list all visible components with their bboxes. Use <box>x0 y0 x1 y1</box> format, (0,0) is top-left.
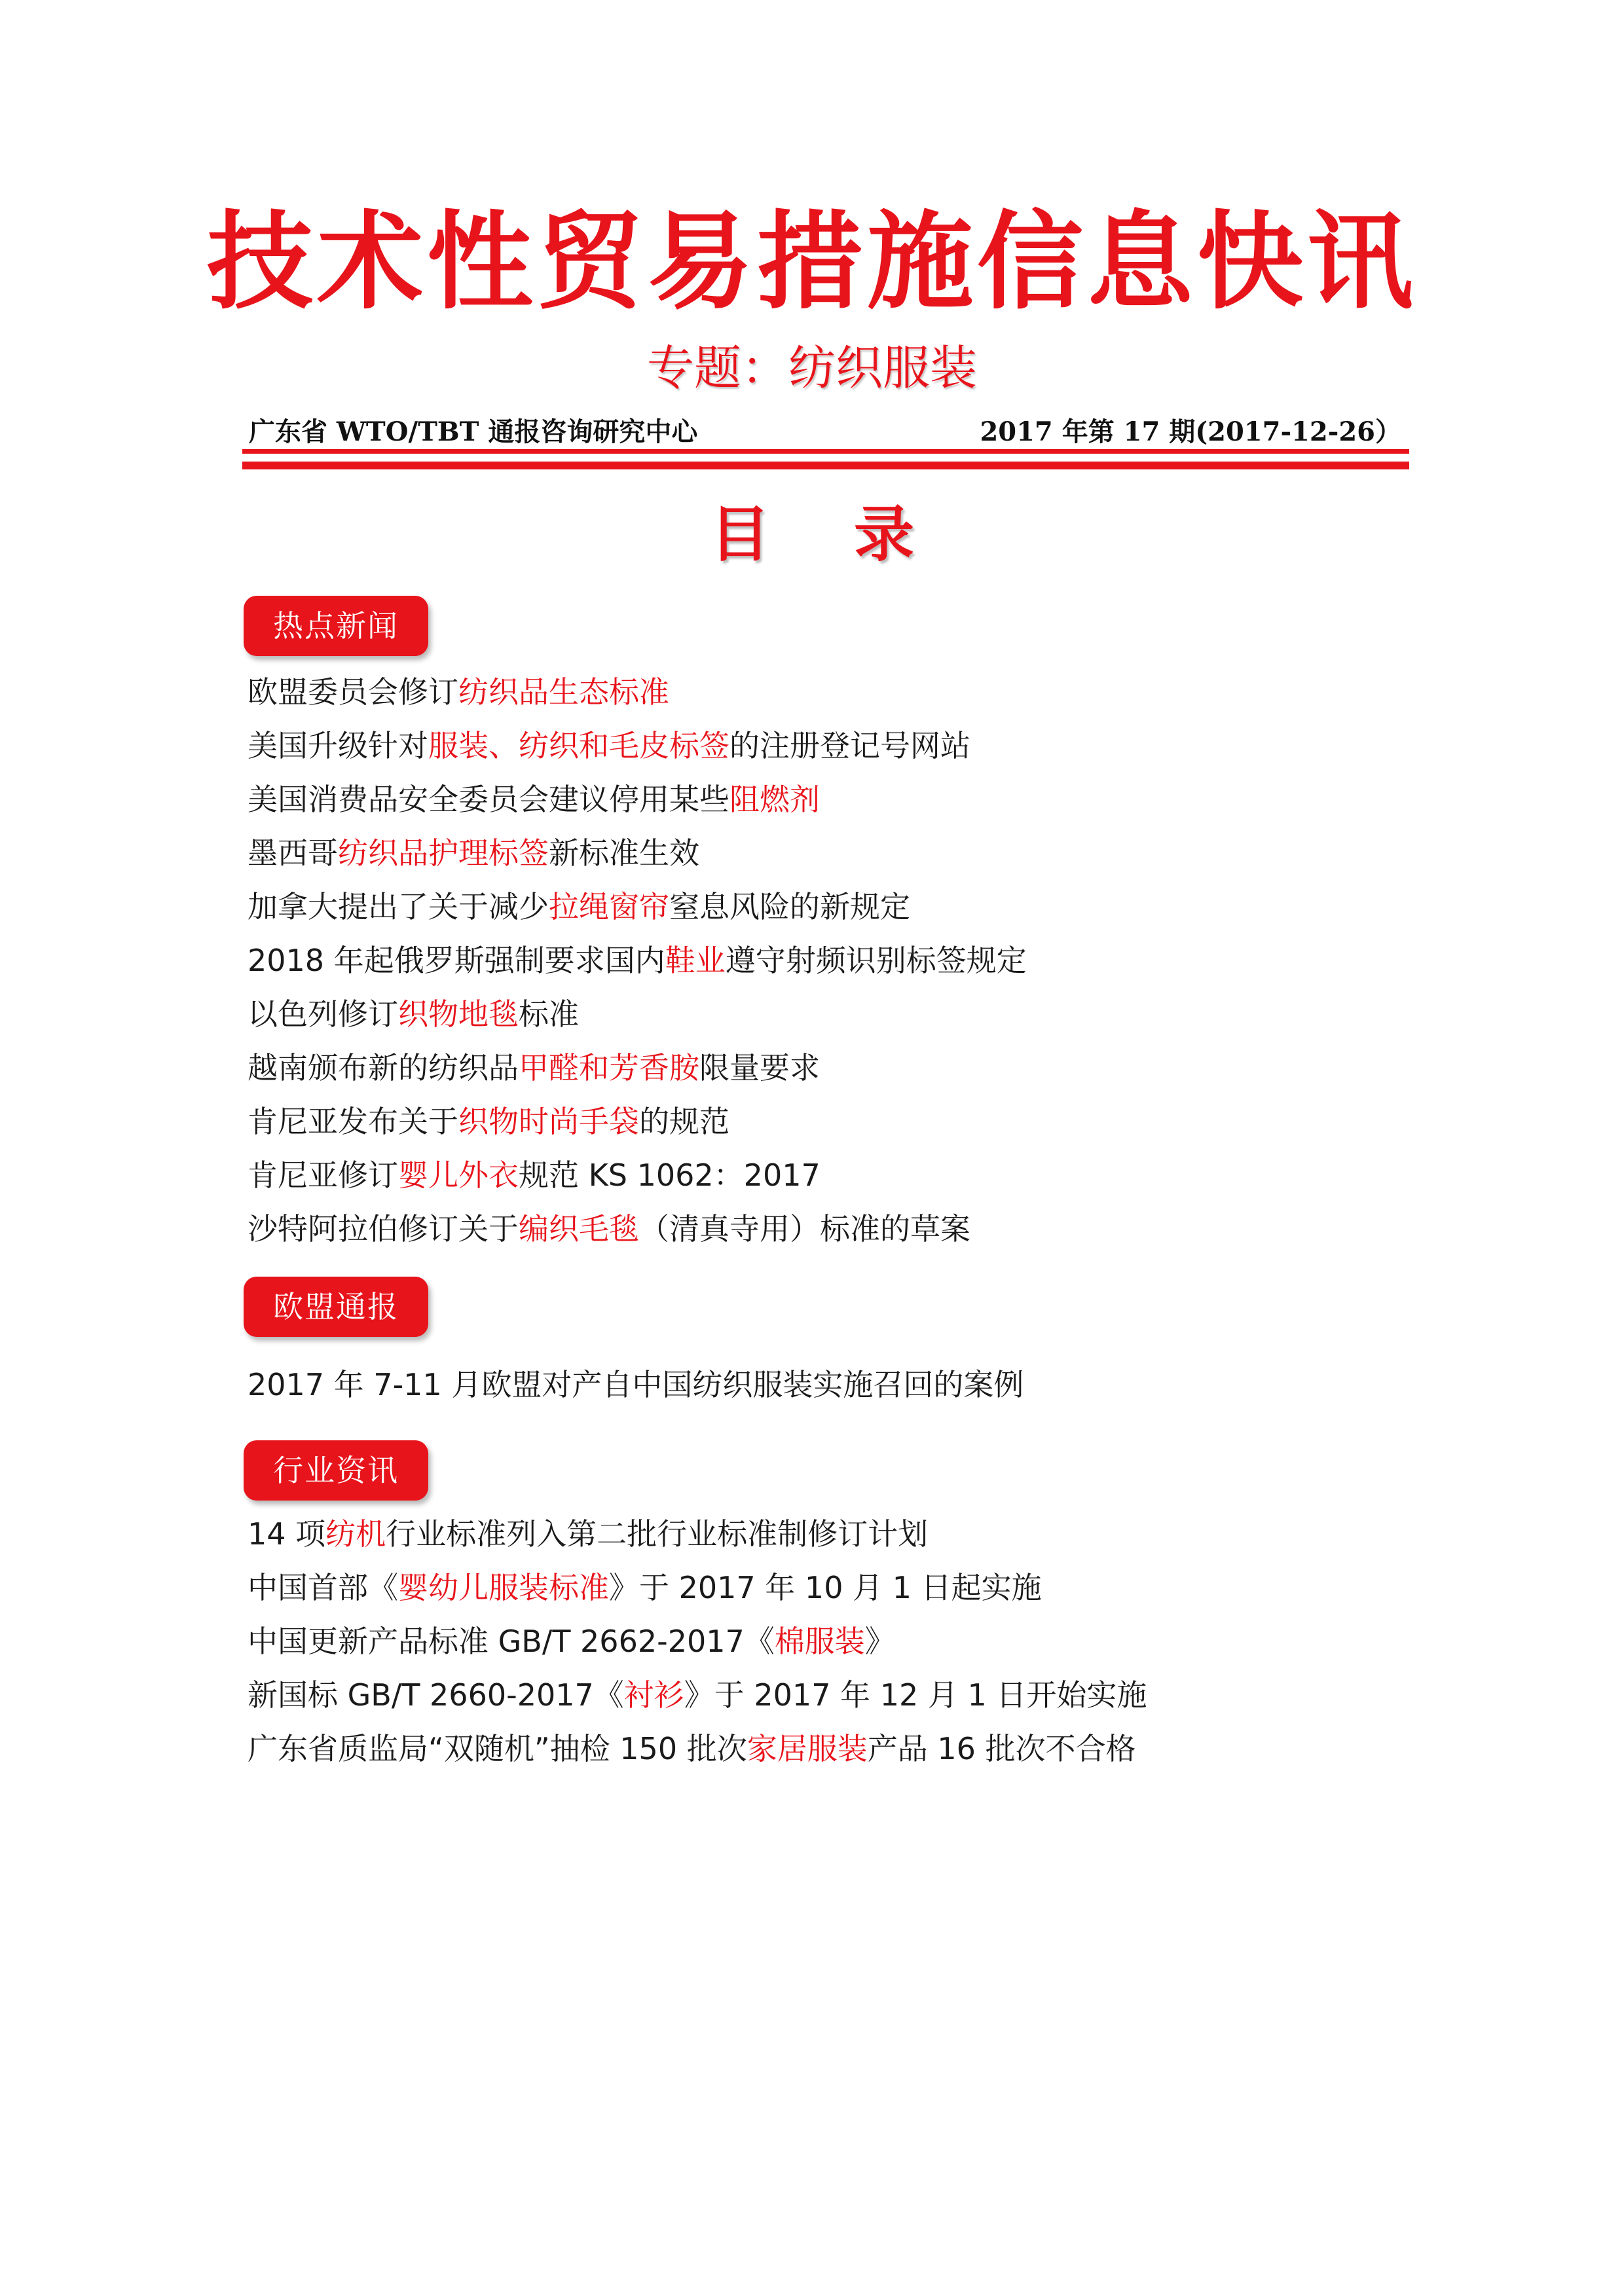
toc-item[interactable]: 墨西哥纺织品护理标签新标准生效 <box>248 835 699 871</box>
highlight-term: 纺织品护理标签 <box>338 835 549 871</box>
toc-item[interactable]: 2017 年 7-11 月欧盟对产自中国纺织服装实施召回的案例 <box>248 1367 1024 1402</box>
header-rule-thin <box>242 449 1409 454</box>
toc-item[interactable]: 加拿大提出了关于减少拉绳窗帘窒息风险的新规定 <box>248 889 910 924</box>
section-badge-industry-news: 行业资讯 <box>244 1440 428 1501</box>
toc-item[interactable]: 中国更新产品标准 GB/T 2662-2017《棉服装》 <box>248 1624 895 1659</box>
toc-item[interactable]: 越南颁布新的纺织品甲醛和芳香胺限量要求 <box>248 1050 820 1085</box>
highlight-term: 织物地毯 <box>398 996 519 1032</box>
highlight-term: 婴儿外衣 <box>398 1157 519 1193</box>
highlight-term: 阻燃剂 <box>729 782 820 817</box>
toc-item[interactable]: 广东省质监局“双随机”抽检 150 批次家居服装产品 16 批次不合格 <box>248 1731 1136 1766</box>
highlight-term: 甲醛和芳香胺 <box>519 1050 699 1085</box>
toc-item[interactable]: 14 项纺机行业标准列入第二批行业标准制修订计划 <box>248 1516 929 1552</box>
publisher-line <box>249 411 1401 453</box>
section-badge-hot-news: 热点新闻 <box>244 596 428 656</box>
toc-item[interactable]: 2018 年起俄罗斯强制要求国内鞋业遵守射频识别标签规定 <box>248 943 1027 978</box>
section-badge-eu-notification: 欧盟通报 <box>244 1277 428 1337</box>
highlight-term: 婴幼儿服装标准 <box>398 1570 609 1605</box>
industry-news-list <box>248 1507 1147 1776</box>
toc-item[interactable]: 肯尼亚发布关于织物时尚手袋的规范 <box>248 1104 729 1139</box>
newsletter-title: 技术性贸易措施信息快讯 <box>207 200 1417 324</box>
highlight-term: 织物时尚手袋 <box>458 1104 639 1139</box>
eu-notification-list <box>248 1358 1024 1412</box>
toc-item[interactable]: 中国首部《婴幼儿服装标准》于 2017 年 10 月 1 日起实施 <box>248 1570 1042 1605</box>
highlight-term: 拉绳窗帘 <box>549 889 669 924</box>
highlight-term: 棉服装 <box>774 1624 865 1659</box>
hot-news-list <box>248 665 1027 1256</box>
highlight-term: 衬衫 <box>623 1677 684 1713</box>
highlight-term: 服装、纺织和毛皮标签 <box>428 728 729 763</box>
toc-item[interactable]: 美国消费品安全委员会建议停用某些阻燃剂 <box>248 782 820 817</box>
highlight-term: 纺机 <box>325 1516 386 1552</box>
highlight-term: 家居服装 <box>747 1731 868 1766</box>
header-rule-thick <box>242 462 1409 469</box>
toc-item[interactable]: 肯尼亚修订婴儿外衣规范 KS 1062：2017 <box>248 1157 821 1193</box>
toc-item[interactable]: 欧盟委员会修订纺织品生态标准 <box>248 674 669 710</box>
issue-info: 2017 年第 17 期(2017-12-26） <box>980 416 1401 447</box>
topic-subtitle: 专题：纺织服装 <box>646 340 977 395</box>
toc-item[interactable]: 沙特阿拉伯修订关于编织毛毯（清真寺用）标准的草案 <box>248 1211 970 1247</box>
organization-name: 广东省 WTO/TBT 通报咨询研究中心 <box>249 416 698 447</box>
toc-heading: 目录 <box>709 499 998 570</box>
highlight-term: 纺织品生态标准 <box>458 674 669 710</box>
toc-item[interactable]: 美国升级针对服装、纺织和毛皮标签的注册登记号网站 <box>248 728 970 763</box>
toc-item[interactable]: 新国标 GB/T 2660-2017《衬衫》于 2017 年 12 月 1 日开始实施 <box>248 1677 1147 1713</box>
highlight-term: 鞋业 <box>665 943 726 978</box>
highlight-term: 编织毛毯 <box>519 1211 639 1247</box>
toc-item[interactable]: 以色列修订织物地毯标准 <box>248 996 579 1032</box>
